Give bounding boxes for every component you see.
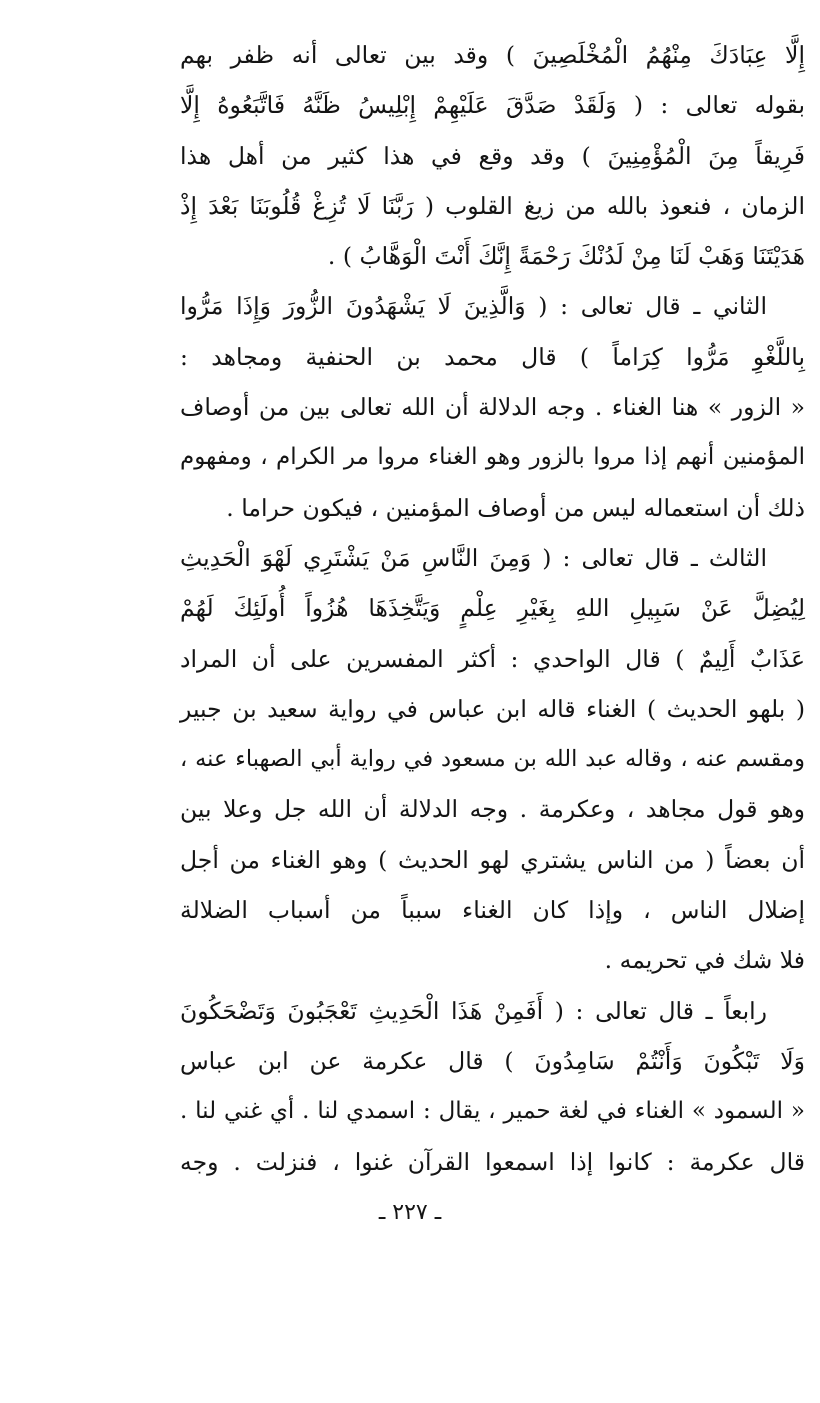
text-line: المؤمنين أنهم إذا مروا بالزور وهو الغناء مروا مر الكرام ، ومفهوم (180, 444, 805, 471)
text-line: ومقسم عنه ، وقاله عبد الله بن مسعود في رواية أبي الصهباء عنه ، (180, 746, 805, 773)
text-line: الزمان ، فنعوذ بالله من زيغ القلوب ( رَبَّنَا لَا تُزِغْ قُلُوبَنَا بَعْدَ إِذْ (180, 191, 805, 220)
text-line: « السمود » الغناء في لغة حمير ، يقال : اسمدي لنا . أي غني لنا . (180, 1098, 805, 1125)
text-line: عَذَابٌ أَلِيمٌ ) قال الواحدي : أكثر المفسرين على أن المراد (180, 644, 805, 673)
text-line: قال عكرمة : كانوا إذا اسمعوا القرآن غنوا ، فنزلت . وجه (180, 1147, 805, 1176)
text-line: فلا شك في تحريمه . (604, 946, 805, 975)
paragraph-two-start: الثاني ـ قال تعالى : ( وَالَّذِينَ لَا يَشْهَدُونَ الزُّورَ وَإِذَا مَرُّوا (180, 292, 767, 321)
text-line: وهو قول مجاهد ، وعكرمة . وجه الدلالة أن الله جل وعلا بين (180, 795, 805, 824)
text-line: هَدَيْتَنَا وَهَبْ لَنَا مِنْ لَدُنْكَ رَحْمَةً إِنَّكَ أَنْتَ الْوَهَّابُ ) . (327, 242, 805, 271)
text-line: إضلال الناس ، وإذا كان الغناء سبباً من أسباب الضلالة (180, 896, 805, 925)
text-line: لِيُضِلَّ عَنْ سَبِيلِ اللهِ بِغَيْرِ عِلْمٍ وَيَتَّخِذَهَا هُزُواً أُولَئِكَ لَهُمْ (180, 594, 805, 623)
text-line: إِلَّا عِبَادَكَ مِنْهُمُ الْمُخْلَصِينَ ) وقد بين تعالى أنه ظفر بهم (180, 41, 805, 69)
text-line: وَلَا تَبْكُونَ وَأَنْتُمْ سَامِدُونَ ) قال عكرمة عن ابن عباس (180, 1046, 805, 1075)
paragraph-three-start: الثالث ـ قال تعالى : ( وَمِنَ النَّاسِ مَنْ يَشْتَرِي لَهْوَ الْحَدِيثِ (180, 543, 767, 572)
text-line: « الزور » هنا الغناء . وجه الدلالة أن الله تعالى بين من أوصاف (180, 393, 805, 422)
text-line: فَرِيقاً مِنَ الْمُؤْمِنِينَ ) وقد وقع في هذا كثير من أهل هذا (180, 141, 805, 170)
text-line: ( بلهو الحديث ) الغناء قاله ابن عباس في رواية سعيد بن جبير (180, 694, 805, 723)
text-line: أن بعضاً ( من الناس يشتري لهو الحديث ) وهو الغناء من أجل (180, 845, 805, 874)
paragraph-four-start: رابعاً ـ قال تعالى : ( أَفَمِنْ هَذَا الْحَدِيثِ تَعْجَبُونَ وَتَضْحَكُونَ (180, 996, 767, 1025)
text-line: ذلك أن استعماله ليس من أوصاف المؤمنين ، فيكون حراما . (226, 493, 805, 522)
body-text (180, 30, 805, 1187)
text-line: بقوله تعالى : ( وَلَقَدْ صَدَّقَ عَلَيْهِمْ إِبْلِيسُ ظَنَّهُ فَاتَّبَعُوهُ إِلَّا (180, 91, 805, 120)
page-number: ـ ٢٢٧ ـ (378, 1200, 442, 1225)
text-line: بِاللَّغْوِ مَرُّوا كِرَاماً ) قال محمد بن الحنفية ومجاهد : (180, 342, 805, 371)
